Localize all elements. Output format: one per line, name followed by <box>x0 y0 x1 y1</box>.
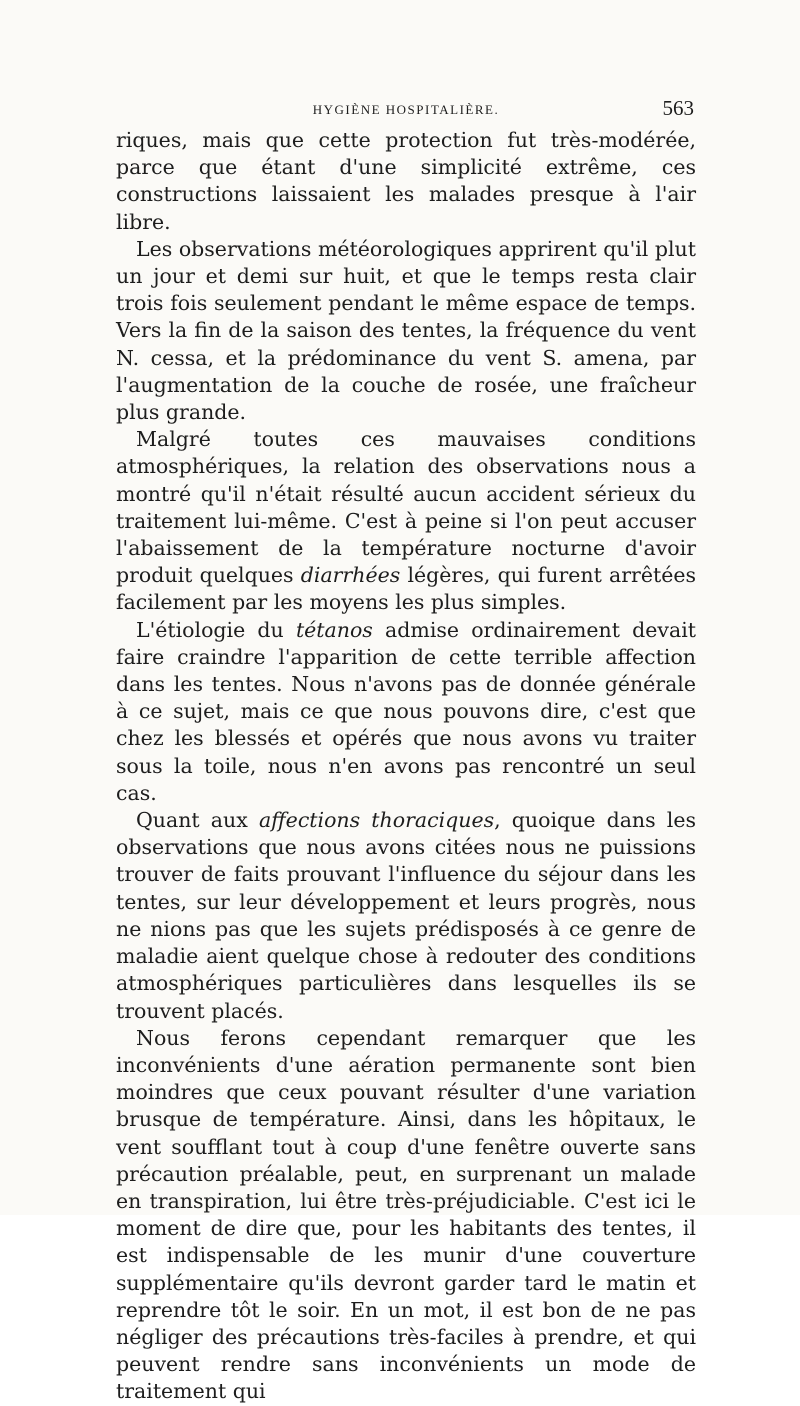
paragraph-text: légères, qui furent arrêtées facilement par les moyens les plus simples. <box>116 563 696 615</box>
paragraph-5 <box>116 807 696 1025</box>
paragraph-4 <box>116 617 696 807</box>
italic-term-affections-thoraciques: affections thoraciques <box>258 808 495 833</box>
body-text <box>116 127 696 1406</box>
paragraph-2 <box>116 236 696 426</box>
paragraph-3 <box>116 426 696 616</box>
paragraph-text: admise ordinairement devait faire craindre l'apparition de cette terrible affection dans les tentes. Nous n'avons pas de donnée générale à ce sujet, mais ce que nous pouvons dire, c'est que chez les blessés et opérés que nous avons vu traiter sous la toile, nous n'en avons pas rencontré un seul cas. <box>116 617 696 805</box>
paragraph-1 <box>116 127 696 236</box>
paragraph-text: Nous ferons cependant remarquer que les inconvénients d'une aération permanente sont bien moindres que ceux pouvant résulter d'une variation brusque de température. Ainsi, dans les hôpitaux, le vent soufflant tout à coup d'une fenêtre ouverte sans précaution préalable, peut, en surprenant un malade en transpiration, lui être très-préjudiciable. C'est ici le moment de dire que, pour les habitants des tentes, il est indispensable de les munir d'une couverture supplémentaire qu'ils devront garder tard le matin et reprendre tôt le soir. En un mot, il est bon de ne pas négliger des précautions très-faciles à prendre, et qui peuvent rendre sans inconvénients un mode de traitement qui <box>116 1025 696 1404</box>
running-head <box>118 96 694 124</box>
italic-term-tetanos: tétanos <box>295 617 373 642</box>
paragraph-6 <box>116 1025 696 1406</box>
running-title: HYGIÈNE HOSPITALIÈRE. <box>312 102 500 117</box>
paragraph-text: riques, mais que cette protection fut très-modérée, parce que étant d'une simplicité extrême, ces constructions laissaient les malades presque à l'air libre. <box>116 128 696 234</box>
italic-term-diarrhees: diarrhées <box>300 563 401 588</box>
paragraph-text: , quoique dans les observations que nous avons citées nous ne puissions trouver de faits prouvant l'influence du séjour dans les tentes, sur leur développement et leurs progrès, nous ne nions pas que les sujets prédisposés à ce genre de maladie aient quelque chose à redouter des conditions atmosphériques particulières dans lesquelles ils se trouvent placés. <box>116 808 696 1023</box>
paragraph-text: Quant aux <box>136 808 259 833</box>
page-number: 563 <box>662 96 694 120</box>
paragraph-text: Malgré toutes ces mauvaises conditions atmosphériques, la relation des observations nous a montré qu'il n'était résulté aucun accident sérieux du traitement lui-même. C'est à peine si l'on peut accuser l'abaissement de la température nocturne d'avoir produit quelques <box>116 427 696 588</box>
paragraph-text: L'étiologie du <box>136 617 296 642</box>
paragraph-text: Les observations météorologiques apprirent qu'il plut un jour et demi sur huit, et que le temps resta clair trois fois seulement pendant le même espace de temps. Vers la fin de la saison des tentes, la fréquence du vent N. cessa, et la prédominance du vent S. amena, par l'augmentation de la couche de rosée, une fraîcheur plus grande. <box>116 236 696 425</box>
